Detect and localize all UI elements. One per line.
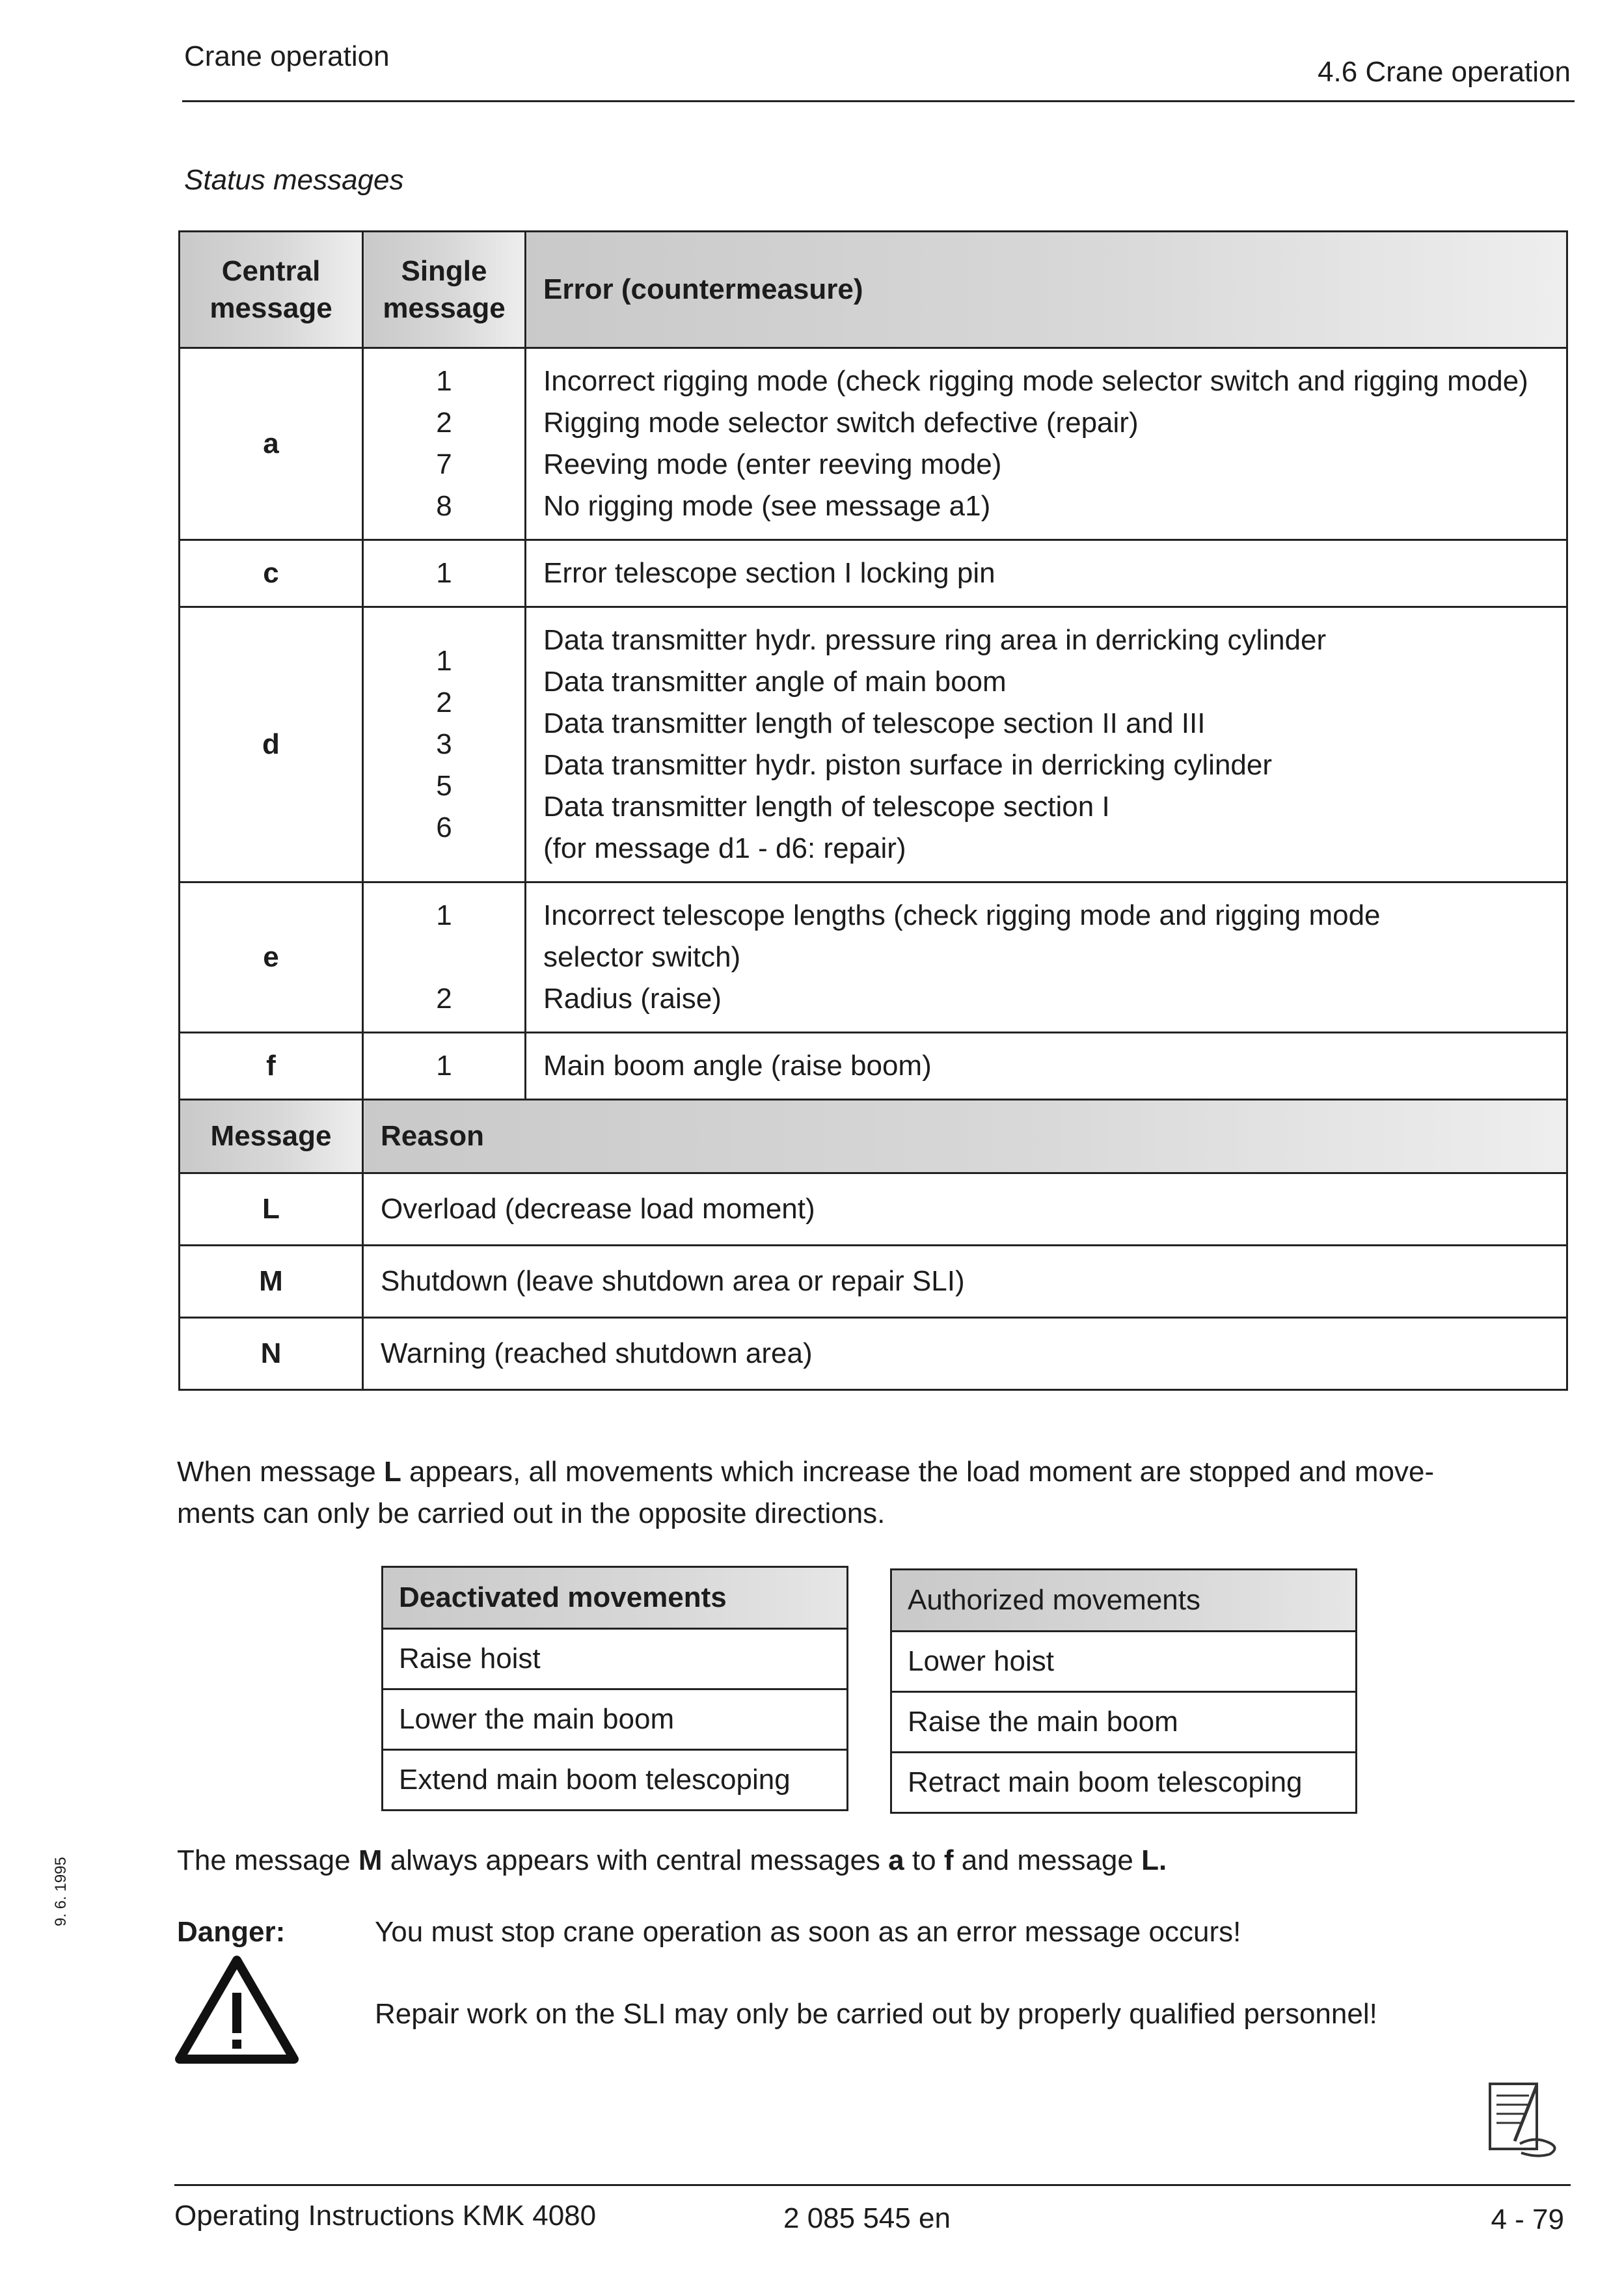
single-message-cell: 1 2 [363,882,526,1033]
list-item: Retract main boom telescoping [891,1753,1357,1813]
danger-text-2: Repair work on the SLI may only be carried out by properly qualified personnel! [375,1998,1377,2030]
single-message-cell: 1 [363,540,526,607]
error-cell: Data transmitter hydr. pressure ring area in derricking cylinder Data transmitter angle of main boom Data transmitter length of telescope section II and III Data transmitter hydr. piston surface in derricking cylinder Data transmitter length of telescope section I (for message d1 - d6: repair) [526,607,1567,882]
table-row [180,1246,1567,1318]
header-right-section: 4.6 Crane operation [1318,56,1571,88]
error-cell: Main boom angle (raise boom) [526,1033,1567,1100]
footer-document-number: 2 085 545 en [783,2202,951,2234]
side-date: 9. 6. 1995 [52,1857,70,1926]
list-item: Raise hoist [383,1629,848,1689]
error-cell: Error telescope section I locking pin [526,540,1567,607]
message-code-cell: L [180,1173,363,1246]
table-row [891,1692,1357,1753]
central-message-cell: f [180,1033,363,1100]
error-cell: Incorrect telescope lengths (check rigging mode and rigging mode selector switch) Radius (raise) [526,882,1567,1033]
header-left-title: Crane operation [184,40,390,72]
deactivated-header: Deactivated movements [383,1567,848,1629]
reason-table-header [180,1100,1567,1173]
header-single-message: Single message [363,232,526,348]
reason-cell: Shutdown (leave shutdown area or repair SLI) [363,1246,1567,1318]
single-message-cell: 1 [363,1033,526,1100]
table-row [180,607,1567,882]
danger-text-1: You must stop crane operation as soon as an error message occurs! [375,1916,1241,1948]
header-divider [182,100,1575,102]
deactivated-movements-table [381,1566,848,1811]
header-error: Error (countermeasure) [526,232,1567,348]
footer-manual-title: Operating Instructions KMK 4080 [174,2200,597,2232]
single-message-cell: 1 2 3 5 6 [363,607,526,882]
list-item: Lower hoist [891,1632,1357,1692]
table-row [180,882,1567,1033]
central-message-cell: d [180,607,363,882]
footer-divider [174,2184,1571,2186]
reason-cell: Warning (reached shutdown area) [363,1318,1567,1390]
table-row [383,1750,848,1811]
table-row [180,1173,1567,1246]
table-row [383,1629,848,1689]
single-message-cell: 1 2 7 8 [363,348,526,540]
status-messages-table [178,230,1568,1391]
central-message-cell: c [180,540,363,607]
notes-hand-icon [1481,2079,1565,2163]
danger-label: Danger: [177,1916,286,1948]
section-title: Status messages [184,164,404,196]
header-message: Message [180,1100,363,1173]
error-cell: Incorrect rigging mode (check rigging mode selector switch and rigging mode) Rigging mode selector switch defective (repair) Reeving mode (enter reeving mode) No rigging mode (see message a1) [526,348,1567,540]
header-reason: Reason [363,1100,1567,1173]
central-message-cell: e [180,882,363,1033]
header-central-message: Central message [180,232,363,348]
authorized-header: Authorized movements [891,1570,1357,1632]
list-item: Extend main boom telescoping [383,1750,848,1811]
footer-page-number: 4 - 79 [1491,2204,1564,2235]
status-table-header [180,232,1567,348]
table-row [891,1632,1357,1692]
table-row [180,540,1567,607]
central-message-cell: a [180,348,363,540]
authorized-movements-table [890,1568,1357,1814]
warning-triangle-icon [174,1955,299,2066]
message-code-cell: M [180,1246,363,1318]
table-row [891,1753,1357,1813]
table-row [180,348,1567,540]
load-moment-paragraph: When message L appears, all movements which increase the load moment are stopped and move- ments can only be carried out in the opposite directions. [177,1456,1435,1529]
message-code-cell: N [180,1318,363,1390]
message-m-note: The message M always appears with central messages a to f and message L. [177,1844,1167,1876]
list-item: Lower the main boom [383,1689,848,1750]
table-row [383,1689,848,1750]
table-row [180,1318,1567,1390]
reason-cell: Overload (decrease load moment) [363,1173,1567,1246]
table-row [180,1033,1567,1100]
list-item: Raise the main boom [891,1692,1357,1753]
